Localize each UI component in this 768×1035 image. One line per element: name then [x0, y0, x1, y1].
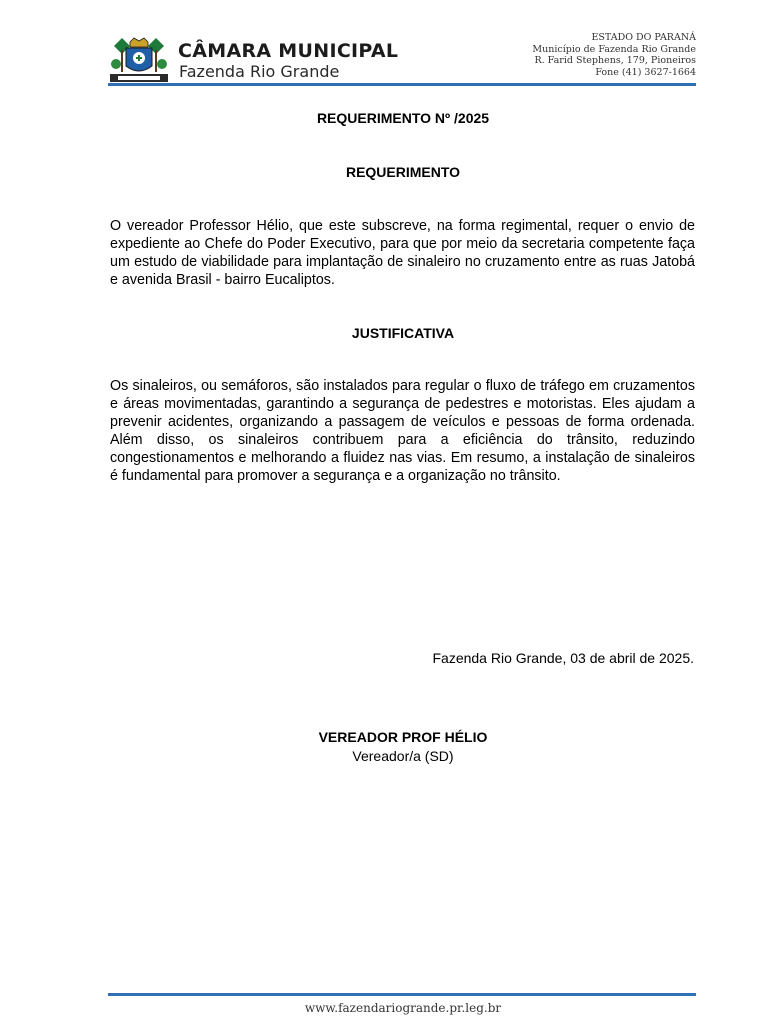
address-state: ESTADO DO PARANÁ — [591, 32, 696, 43]
footer-website-link[interactable]: www.fazendariogrande.pr.leg.br — [304, 1001, 502, 1015]
brand-title: CÂMARA MUNICIPAL — [178, 40, 399, 62]
request-body: O vereador Professor Hélio, que este subscreve, na forma regimental, requer o envio de expediente ao Chefe do Poder Executivo, para que por meio da secretaria competente faça um estudo de viabilidade para implantação de sinaleiro no cruzamento entre as ruas Jatobá e avenida Brasil - bairro Eucaliptos. — [110, 218, 695, 288]
footer-divider — [108, 993, 696, 996]
brand-subtitle: Fazenda Rio Grande — [179, 62, 340, 81]
letterhead — [108, 30, 696, 85]
justification-heading: JUSTIFICATIVA — [351, 325, 455, 341]
signer-role: Vereador/a (SD) — [352, 748, 454, 764]
signer-name: VEREADOR PROF HÉLIO — [318, 729, 488, 745]
dateline: Fazenda Rio Grande, 03 de abril de 2025. — [432, 650, 694, 666]
municipal-coat-of-arms-logo — [108, 34, 170, 84]
document-type-title: REQUERIMENTO — [345, 164, 461, 180]
address-block — [532, 32, 696, 78]
header-divider — [108, 83, 696, 86]
address-street: R. Farid Stephens, 179, Pioneiros — [534, 55, 696, 66]
document-number-title: REQUERIMENTO Nº /2025 — [316, 110, 490, 126]
address-phone: Fone (41) 3627-1664 — [595, 66, 696, 78]
address-municipality: Município de Fazenda Rio Grande — [532, 43, 696, 55]
justification-body: Os sinaleiros, ou semáforos, são instalados para regular o fluxo de tráfego em cruzamentos e áreas movimentadas, garantindo a segurança de pedestres e motoristas. Eles ajudam a prevenir acidentes, organizando a passagem de veículos e pessoas de forma ordenada. Além disso, os sinaleiros contribuem para a eficiência do trânsito, reduzindo congestionamentos e melhorando a fluidez nas vias. Em resumo, a instalação de sinaleiros é fundamental para promover a segurança e a organização no trânsito. — [110, 378, 695, 484]
